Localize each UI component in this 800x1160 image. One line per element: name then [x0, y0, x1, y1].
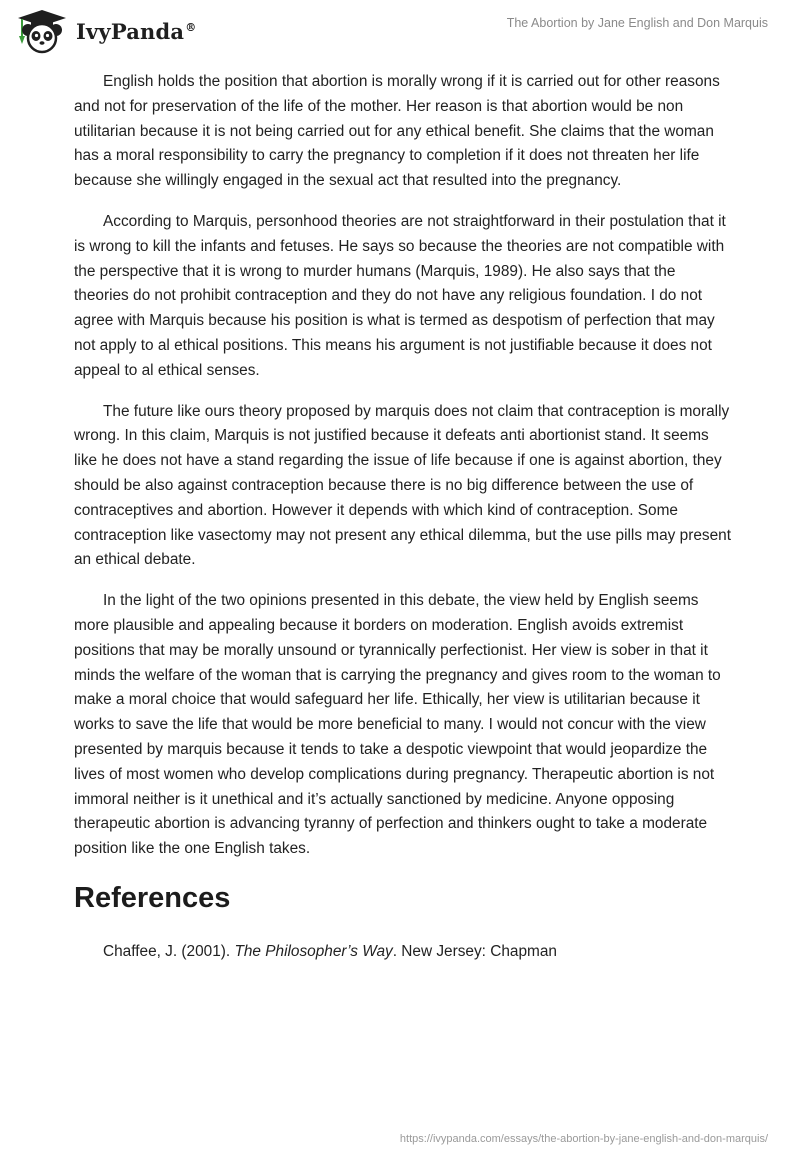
reference-author-year: Chaffee, J. (2001).	[103, 942, 235, 960]
body-paragraph-2: According to Marquis, personhood theories are not straightforward in their postulation that it is wrong to kill the infants and fetuses. He says so because the theories are not compatible with the perspective that it is wrong to murder humans (Marquis, 1989). He also says that the theories do not prohibit contraception and they do not have any religious foundation. I do not agree with Marquis because his position is what is termed as despotism of perfection that may not apply to al ethical positions. This means his argument is not justifiable because it does not appeal to al ethical senses.	[74, 212, 726, 379]
body-paragraph-3: The future like ours theory proposed by marquis does not claim that contraception is morally wrong. In this claim, Marquis is not justified because it defeats anti abortionist stand. It seems like he does not have a stand regarding the issue of life because if one is against abortion, they should be also against contraception because there is no big difference between the use of contraceptives and abortion. However it depends with which kind of contraception. Some contraception like vasectomy may not present any ethical dilemma, but the use pills may present an ethical debate.	[74, 402, 731, 569]
registered-mark: ®	[185, 20, 197, 34]
body-paragraph-1: English holds the position that abortion is morally wrong if it is carried out for other reasons and not for preservation of the life of the mother. Her reason is that abortion would be non utilitarian because it is not being carried out for any ethical benefit. She claims that the woman has a moral responsibility to carry the pregnancy to completion if it does not threaten her life because she willingly engaged in the sexual act that resulted into the pregnancy.	[74, 73, 720, 190]
document-title: The Abortion by Jane English and Don Marquis	[506, 16, 768, 30]
page-header	[0, 0, 800, 64]
logo-wordmark: IvyPanda®	[76, 18, 197, 44]
reference-entry	[74, 940, 734, 964]
ivypanda-logo[interactable]	[14, 8, 196, 54]
reference-publisher: . New Jersey: Chapman	[392, 942, 557, 960]
essay-content	[74, 70, 734, 964]
reference-title: The Philosopher’s Way	[234, 942, 393, 960]
references-heading: References	[74, 881, 231, 914]
body-paragraph-4: In the light of the two opinions presented in this debate, the view held by English seems more plausible and appealing because it borders on moderation. English avoids extremist positions that may be morally unsound or tyrannically perfectionist. Her view is sober in that it minds the welfare of the woman that is carrying the pregnancy and gives room to the woman to make a moral choice that would safeguard her life. Ethically, her view is utilitarian because it works to save the life that would be more beneficial to many. I would not concur with the view presented by marquis because it tends to take a despotic viewpoint that would jeopardize the lives of most women who develop complications during pregnancy. Therapeutic abortion is not immoral neither is it unethical and it’s actually sanctioned by medicine. Anyone opposing therapeutic abortion is advancing tyranny of perfection and thinkers ought to take a moderate position like the one English takes.	[74, 592, 721, 858]
panda-graduate-icon	[14, 8, 70, 54]
footer-url[interactable]: https://ivypanda.com/essays/the-abortion-by-jane-english-and-don-marquis/	[399, 1133, 768, 1145]
